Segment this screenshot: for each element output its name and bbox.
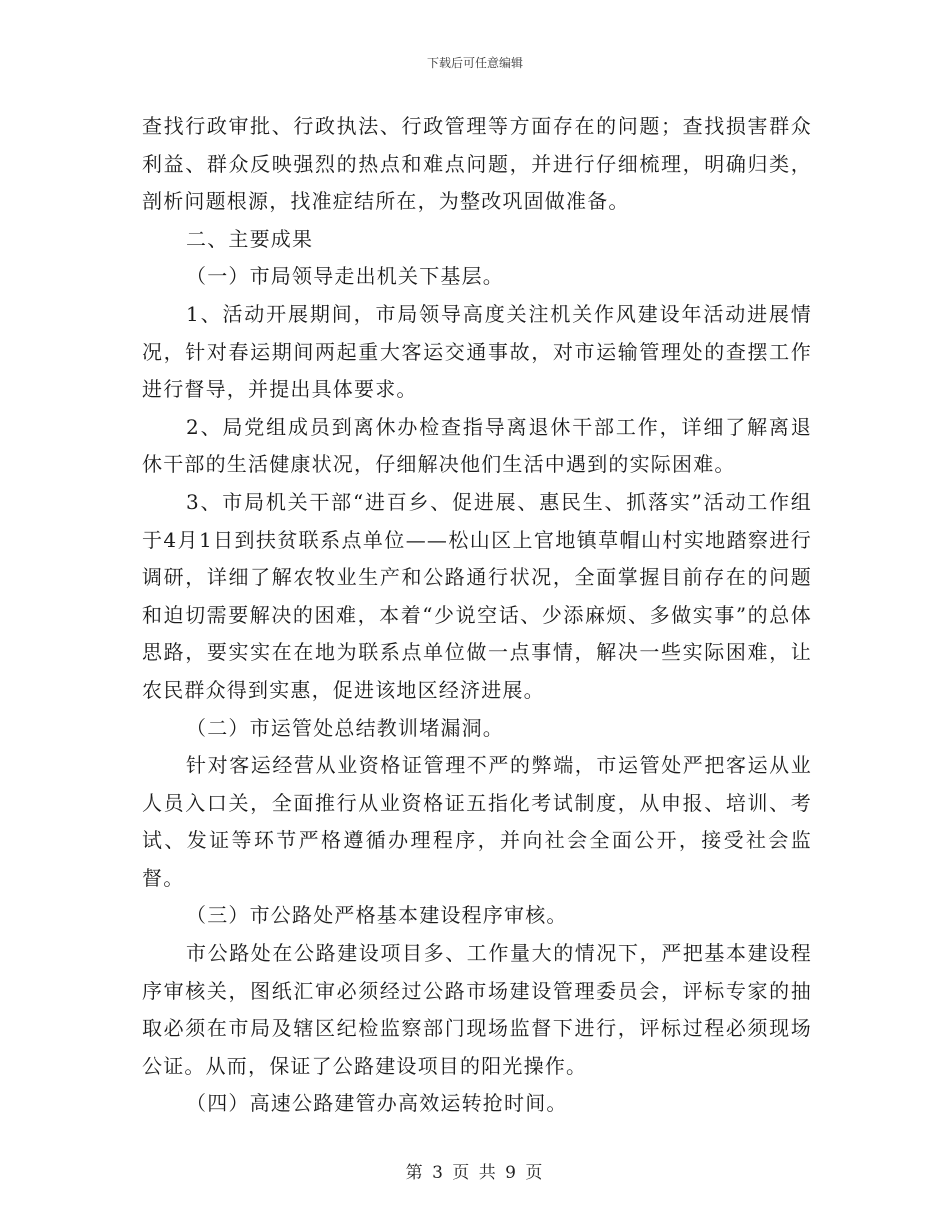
subsection-heading: （四）高速公路建管办高效运转抢时间。 — [186, 1091, 568, 1116]
paragraph: 市公路处在公路建设项目多、工作量大的情况下，严把基本建设程序审核关，图纸汇审必须经过公路市场建设管理委员会，评标专家的抽取必须在市局及辖区纪检监察部门现场监督下进行，评标过程必须现场公证。从而，保证了公路建设项目的阳光操作。 — [142, 941, 812, 1078]
paragraph: 2、局党组成员到离休办检查指导离退休干部工作，详细了解离退休干部的生活健康状况，仔细解决他们生活中遇到的实际困难。 — [142, 414, 812, 477]
paragraph: 针对客运经营从业资格证管理不严的弊端，市运管处严把客运从业人员入口关，全面推行从业资格证五指化考试制度，从申报、培训、考试、发证等环节严格遵循办理程序，并向社会全面公开，接受社会监督。 — [142, 753, 812, 890]
subsection-heading: （二）市运管处总结教训堵漏洞。 — [186, 715, 504, 740]
section-heading: 二、主要成果 — [186, 226, 314, 251]
paragraph: 3、市局机关干部“进百乡、促进展、惠民生、抓落实”活动工作组于4月1日到扶贫联系点单位——松山区上官地镇草帽山村实地踏察进行调研，详细了解农牧业生产和公路通行状况，全面掌握目前存在的问题和迫切需要解决的困难，本着“少说空话、少添麻烦、多做实事”的总体思路，要实实在在地为联系点单位做一点事情，解决一些实际困难，让农民群众得到实惠，促进该地区经济进展。 — [142, 489, 812, 702]
document-body — [142, 108, 812, 1123]
header-note: 下载后可任意编辑 — [426, 56, 523, 70]
subsection-heading: （三）市公路处严格基本建设程序审核。 — [186, 903, 568, 928]
paragraph: 1、活动开展期间，市局领导高度关注机关作风建设年活动进展情况，针对春运期间两起重大客运交通事故，对市运输管理处的查摆工作进行督导，并提出具体要求。 — [142, 301, 812, 402]
paragraph: 查找行政审批、行政执法、行政管理等方面存在的问题；查找损害群众利益、群众反映强烈的热点和难点问题，并进行仔细梳理，明确归类，剖析问题根源，找准症结所在，为整改巩固做准备。 — [142, 114, 812, 214]
page-number: 第 3 页 共 9 页 — [405, 1163, 545, 1183]
subsection-heading: （一）市局领导走出机关下基层。 — [186, 264, 504, 289]
